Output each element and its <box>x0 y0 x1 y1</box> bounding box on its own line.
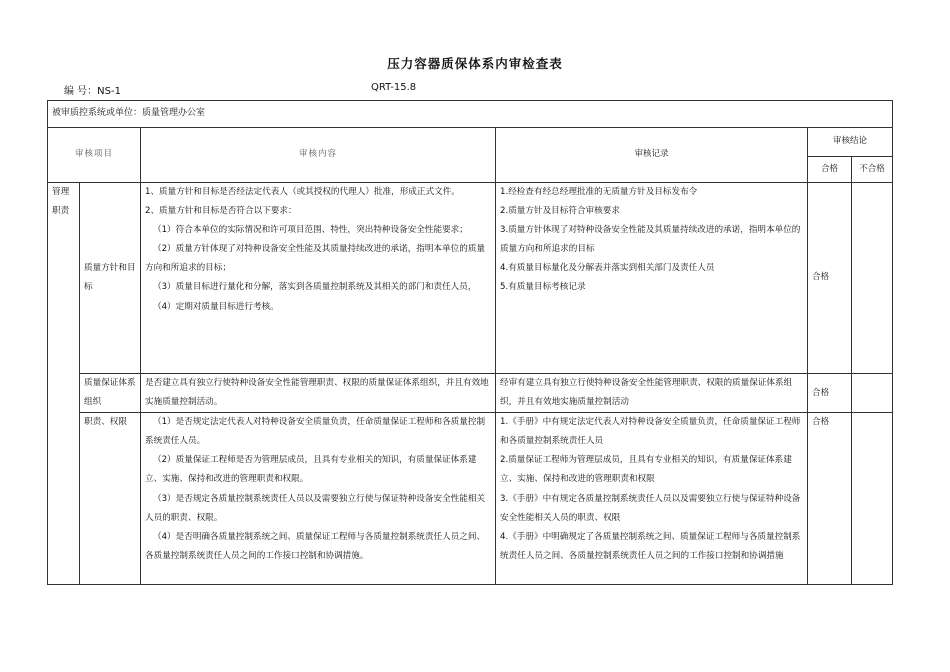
row-content <box>141 374 496 413</box>
row-pass: 合格 <box>808 183 852 374</box>
record-line: 2.质量方针及目标符合审核要求 <box>500 206 620 217</box>
header-fail: 不合格 <box>852 157 893 183</box>
audited-unit-label: 被审质控系统或单位：质量管理办公室 <box>48 101 893 128</box>
record-line: 5.有质量目标考核记录 <box>500 282 586 293</box>
record-line: 4.《手册》中明确规定了各质量控制系统之间、质量保证工程师与各质量控制系统责任人员之间、各质量控制系统责任人员之间的工作接口控制和协调措施 <box>500 531 801 561</box>
row-fail <box>852 374 893 413</box>
content-line: 2、质量方针和目标是否符合以下要求： <box>145 206 297 217</box>
row-content <box>141 183 496 374</box>
row-record <box>496 183 808 374</box>
category-cell <box>48 183 80 585</box>
audited-unit-row <box>48 101 893 128</box>
form-code: QRT-15.8 <box>371 82 417 93</box>
content-line: （2）质量保证工程师是否为管理层成员，且具有专业相关的知识，有质量保证体系建立、实施、保持和改进的管理职责和权限。 <box>145 455 477 485</box>
row-fail <box>852 183 893 374</box>
header-record: 审核记录 <box>496 128 808 183</box>
content-line: （4）定期对质量目标进行考核。 <box>153 301 279 312</box>
document-number: 编 号：NS-1 <box>64 86 121 97</box>
content-line: （4）是否明确各质量控制系统之间、质量保证工程师与各质量控制系统责任人员之间、各质量控制系统责任人员之间的工作接口控制和协调措施。 <box>145 531 486 561</box>
content-line: （1）符合本单位的实际情况和许可项目范围、特性，突出特种设备安全性能要求； <box>153 225 468 236</box>
document-title: 压力容器质保体系内审检查表 <box>387 56 563 71</box>
header-content: 审核内容 <box>141 128 496 183</box>
content-line: 1、质量方针和目标是否经法定代表人（或其授权的代理人）批准，形成正式文件。 <box>145 187 460 197</box>
header-row <box>48 128 893 157</box>
row-item: 质量方针和目标 <box>80 183 141 374</box>
content-line: （1）是否规定法定代表人对特种设备安全质量负责，任命质量保证工程师和各质量控制系统责任人员。 <box>145 417 486 447</box>
record-line: 3.质量方针体现了对特种设备安全性能及其质量持续改进的承诺，指明本单位的质量方向和所追求的目标 <box>500 225 801 255</box>
header-conclusion: 审核结论 <box>808 128 893 157</box>
record-line: 3.《手册》中有规定各质量控制系统责任人员以及需要独立行使与保证特种设备安全性能相关人员的职责、权限 <box>500 493 801 523</box>
table-row <box>48 183 893 374</box>
row-record <box>496 413 808 585</box>
category-label: 管理职责 <box>52 187 70 217</box>
table-row <box>48 413 893 585</box>
header-item: 审核项目 <box>48 128 141 183</box>
content-line: 是否建立具有独立行使特种设备安全性能管理职责、权限的质量保证体系组织，并且有效地实施质量控制活动。 <box>145 378 489 408</box>
row-item: 质量保证体系组织 <box>80 374 141 413</box>
content-line: （3）质量目标进行量化和分解，落实到各质量控制系统及其相关的部门和责任人员， <box>153 282 477 293</box>
row-pass: 合格 <box>808 413 852 585</box>
row-content <box>141 413 496 585</box>
content-line: （2）质量方针体现了对特种设备安全性能及其质量持续改进的承诺，指明本单位的质量方向和所追求的目标； <box>145 244 486 274</box>
record-line: 4.有质量目标量化及分解表并落实到相关部门及责任人员 <box>500 263 715 274</box>
row-fail <box>852 413 893 585</box>
record-line: 1.《手册》中有规定法定代表人对特种设备安全质量负责，任命质量保证工程师和各质量控制系统责任人员 <box>500 417 801 447</box>
header-pass: 合格 <box>808 157 852 183</box>
audit-checklist-table <box>47 100 893 585</box>
record-line: 2.质量保证工程师为管理层成员，且具有专业相关的知识，有质量保证体系建立、实施、保持和改进的管理职责和权限 <box>500 455 792 485</box>
row-record <box>496 374 808 413</box>
table-row <box>48 374 893 413</box>
row-pass: 合格 <box>808 374 852 413</box>
record-line: 1.经检查有经总经理批准的无质量方针及目标发布令 <box>500 187 698 197</box>
record-line: 经审有建立具有独立行使特种设备安全性能管理职责、权限的质量保证体系组织，并且有效地实施质量控制活动 <box>500 378 793 408</box>
row-item: 职责、权限 <box>80 413 141 585</box>
content-line: （3）是否规定各质量控制系统责任人员以及需要独立行使与保证特种设备安全性能相关人员的职责、权限。 <box>145 493 486 523</box>
